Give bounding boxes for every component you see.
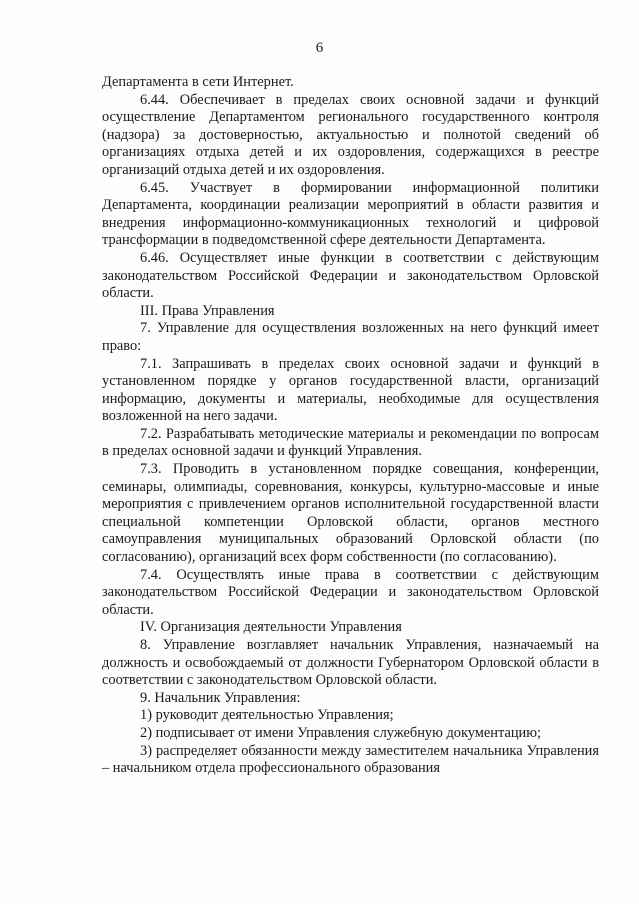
paragraph-8: 8. Управление возглавляет начальник Управления, назначаемый на должность и освобождаемый от должности Губернатором Орловской области в соответствии с законодательством Орловской области. <box>102 637 599 689</box>
list-item: 3) распределяет обязанности между заместителем начальника Управления – начальником отдела профессионального образования <box>102 742 599 777</box>
paragraph-6-46: 6.46. Осуществляет иные функции в соответствии с действующим законодательством Российской Федерации и законодательством Орловской области. <box>102 249 599 302</box>
paragraph-7: 7. Управление для осуществления возложенных на него функций имеет право: <box>102 320 599 354</box>
section-heading-rights: III. Права Управления <box>140 302 275 319</box>
paragraph: Департамента в сети Интернет. <box>102 74 294 90</box>
paragraph-7-3: 7.3. Проводить в установленном порядке совещания, конференции, семинары, олимпиады, соревнования, конкурсы, культурно-массовые и иные мероприятия с привлечением органов исполнительной государственной власти специальной компетенции Орловской области, органов местного самоуправления муниципальных образований Орловской области (по согласованию), организаций всех форм собственности (по согласованию). <box>102 461 599 566</box>
paragraph-7-1: 7.1. Запрашивать в пределах своих основной задачи и функций в установленном порядке у органов государственной власти, организаций информацию, документы и материалы, необходимые для осуществления возложенной на него задачи. <box>102 355 599 425</box>
paragraph-6-44: 6.44. Обеспечивает в пределах своих основной задачи и функций осуществление Департаментом регионального государственного контроля (надзора) за достоверностью, актуальностью и полнотой сведений об организациях отдыха детей и их оздоровления, содержащихся в реестре организаций отдыха детей и их оздоровления. <box>102 91 599 178</box>
paragraph-7-4: 7.4. Осуществлять иные права в соответствии с действующим законодательством Российской Федерации и законодательством Орловской области. <box>102 566 599 618</box>
document-body <box>102 74 599 778</box>
paragraph-6-45: 6.45. Участвует в формировании информационной политики Департамента, координации реализации мероприятий в области развития и внедрения информационно-коммуникационных технологий и цифровой трансформации в подведомственной сфере деятельности Департамента. <box>102 179 599 249</box>
section-heading-organization: IV. Организация деятельности Управления <box>140 619 402 636</box>
paragraph-9: 9. Начальник Управления: <box>140 689 301 706</box>
list-item: 2) подписывает от имени Управления служебную документацию; <box>140 724 541 741</box>
paragraph-7-2: 7.2. Разрабатывать методические материалы и рекомендации по вопросам в пределах основной задачи и функций Управления. <box>102 425 599 460</box>
page-number: 6 <box>315 40 324 56</box>
list-item: 1) руководит деятельностью Управления; <box>140 707 394 724</box>
